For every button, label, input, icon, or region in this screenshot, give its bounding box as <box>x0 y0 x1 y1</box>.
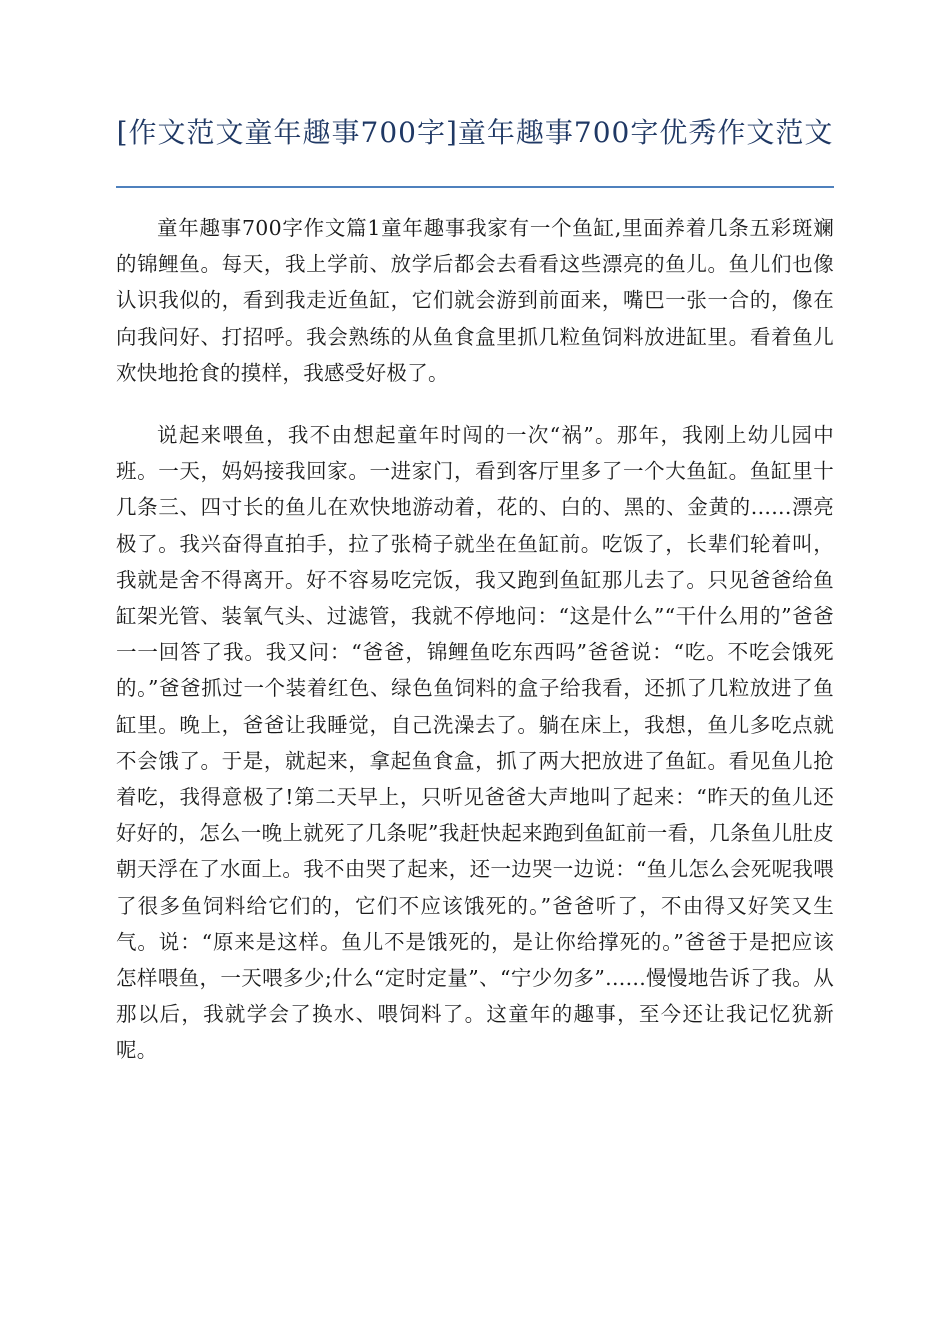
paragraph-1: 童年趣事700字作文篇1童年趣事我家有一个鱼缸,里面养着几条五彩斑斓的锦鲤鱼。每天，我上学前、放学后都会去看看这些漂亮的鱼儿。鱼儿们也像认识我似的，看到我走近鱼缸，它们就会游到前面来，嘴巴一张一合的，像在向我问好、打招呼。我会熟练的从鱼食盒里抓几粒鱼饲料放进缸里。看着鱼儿欢快地抢食的摸样，我感受好极了。 <box>116 216 834 385</box>
title-underline <box>116 186 834 188</box>
paragraph-2: 说起来喂鱼，我不由想起童年时闯的一次“祸”。那年，我刚上幼儿园中班。一天，妈妈接我回家。一进家门，看到客厅里多了一个大鱼缸。鱼缸里十几条三、四寸长的鱼儿在欢快地游动着，花的、白的、黑的、金黄的......漂亮极了。我兴奋得直拍手，拉了张椅子就坐在鱼缸前。吃饭了，长辈们轮着叫，我就是舍不得离开。好不容易吃完饭，我又跑到鱼缸那儿去了。只见爸爸给鱼缸架光管、装氧气头、过滤管，我就不停地问：“这是什么”“干什么用的”爸爸一一回答了我。我又问：“爸爸，锦鲤鱼吃东西吗”爸爸说：“吃。不吃会饿死的。”爸爸抓过一个装着红色、绿色鱼饲料的盒子给我看，还抓了几粒放进了鱼缸里。晚上，爸爸让我睡觉，自己洗澡去了。躺在床上，我想，鱼儿多吃点就不会饿了。于是，就起来，拿起鱼食盒，抓了两大把放进了鱼缸。看见鱼儿抢着吃，我得意极了!第二天早上，只听见爸爸大声地叫了起来：“昨天的鱼儿还好好的，怎么一晚上就死了几条呢”我赶快起来跑到鱼缸前一看，几条鱼儿肚皮朝天浮在了水面上。我不由哭了起来，还一边哭一边说：“鱼儿怎么会死呢我喂了很多鱼饲料给它们的，它们不应该饿死的。”爸爸听了，不由得又好笑又生气。说：“原来是这样。鱼儿不是饿死的，是让你给撑死的。”爸爸于是把应该怎样喂鱼，一天喂多少;什么“定时定量”、“宁少勿多”......慢慢地告诉了我。从那以后，我就学会了换水、喂饲料了。这童年的趣事，至今还让我记忆犹新呢。 <box>116 423 834 1063</box>
document-title: [作文范文童年趣事700字]童年趣事700字优秀作文范文 <box>116 116 834 149</box>
